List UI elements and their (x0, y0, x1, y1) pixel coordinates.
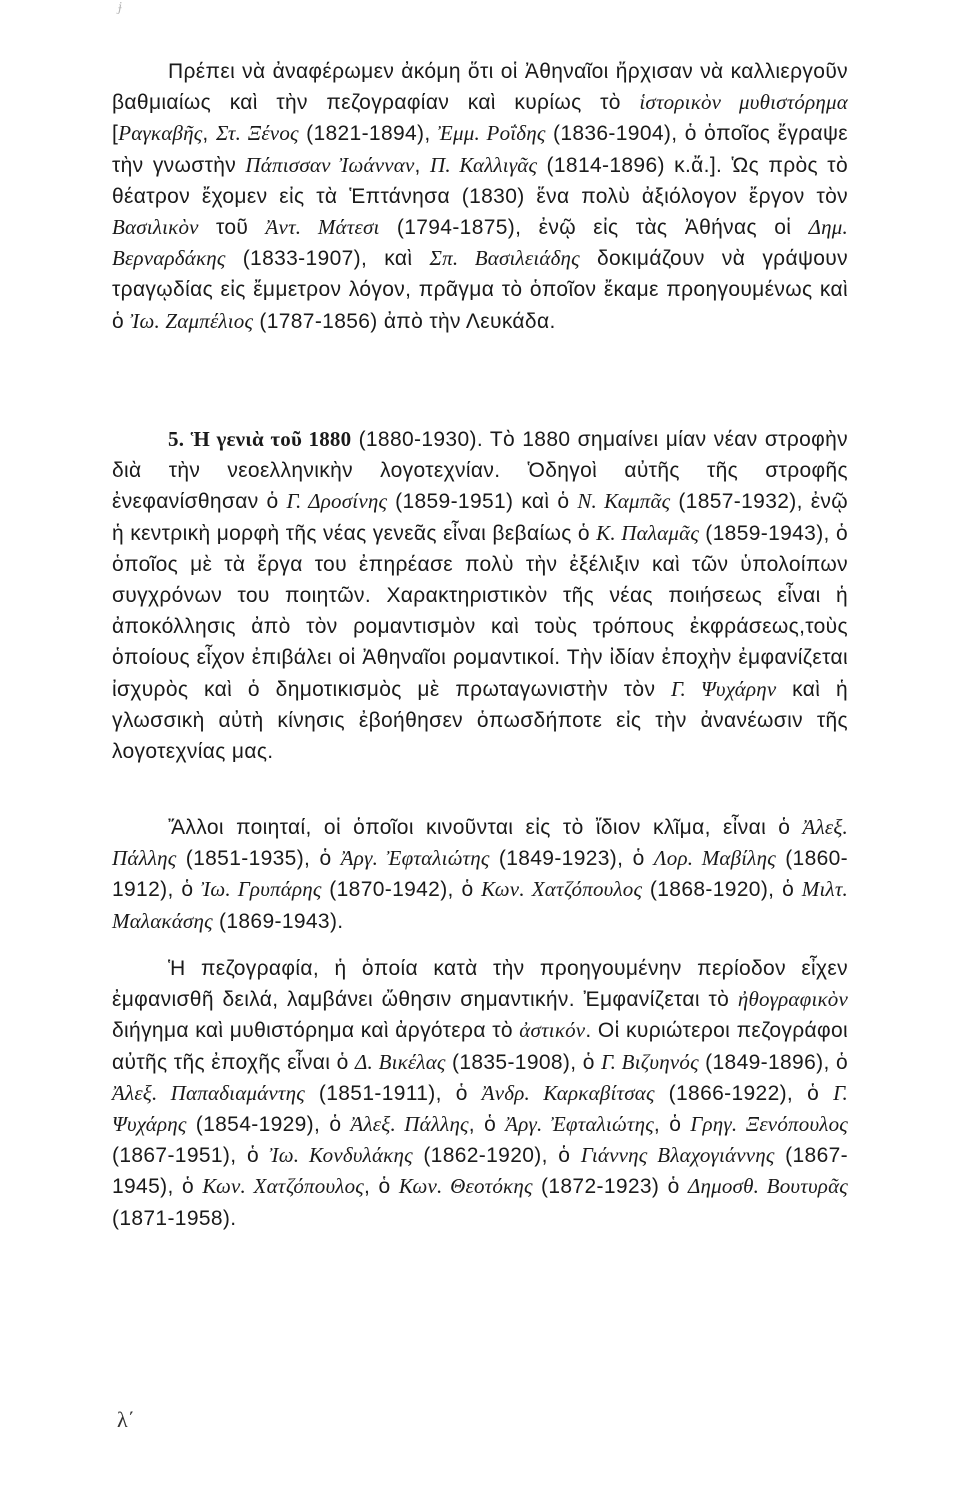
italic-name: Λορ. Μαβίλης (653, 846, 776, 871)
text-run: (1870-1942), ὁ (321, 878, 482, 902)
italic-name: Γρηγ. Ξενόπουλος (690, 1112, 848, 1137)
text-run: Ἡ πεζογραφία, ἡ ὁποία κατὰ τὴν προηγουμένην περίοδον εἶχεν ἐμφανισθῆ δειλά, λαμβάνει ὤθησιν σημαντικήν. Ἐμφανίζεται τὸ (112, 957, 848, 1012)
text-run: (1872-1923) ὁ (532, 1175, 688, 1199)
text-run: , ὁ (468, 1113, 506, 1137)
page-number: λ΄ (117, 1407, 135, 1432)
italic-name: ἠθογραφικὸν (737, 987, 848, 1012)
text-run: (1857-1932), ἐνῷ ἡ κεντρικὴ μορφὴ τῆς νέας γενεᾶς εἶναι βεβαίως ὁ (112, 490, 849, 545)
italic-name: Π. Καλλιγᾶς (429, 152, 538, 177)
text-run: (1854-1929), ὁ (186, 1113, 351, 1137)
italic-name: Δ. Βικέλας (355, 1049, 446, 1074)
italic-name: Μιλτ. Μαλακάσης (112, 877, 848, 933)
text-run: τοῦ (198, 216, 266, 240)
italic-name: Γ. Ψυχάρην (671, 676, 777, 701)
italic-name: Γ. Δροσίνης (286, 489, 388, 514)
italic-name: Ἀργ. Ἐφταλιώτης (505, 1112, 654, 1137)
italic-name: ἱστορικὸν μυθιστόρημα (639, 90, 848, 115)
text-run: , ὁ (364, 1175, 399, 1199)
text-run: (1867-1951), ὁ (112, 1144, 270, 1168)
italic-name: Ν. Καμπᾶς (577, 489, 671, 514)
text-run: (1821-1894), (298, 122, 438, 146)
text-run: (1849-1896), ὁ (698, 1050, 848, 1074)
text-run: (1833-1907), καὶ (225, 247, 430, 271)
text-run: (1860-1912), ὁ (112, 847, 848, 902)
text-run: [ (112, 122, 119, 146)
text-run: (1869-1943). (212, 909, 344, 933)
italic-name: Ἰω. Κονδυλάκης (269, 1143, 413, 1168)
italic-name: Πάπισσαν Ἰωάνναν (245, 152, 415, 177)
text-run: Ἄλλοι ποιηταί, οἱ ὁποῖοι κινοῦνται εἰς τὸ ἴδιον κλῖμα, εἶναι ὁ (168, 816, 803, 839)
text-run: (1835-1908), ὁ (445, 1050, 602, 1074)
italic-name: Δημοσθ. Βουτυρᾶς (687, 1174, 849, 1199)
text-run: (1851-1935), ὁ (176, 847, 341, 871)
italic-name: Ἰω. Γρυπάρης (201, 877, 322, 902)
italic-name: Βασιλικὸν (112, 215, 199, 240)
italic-name: Ραγκαβῆς (118, 121, 203, 146)
italic-name: Ἀργ. Ἐφταλιώτης (340, 846, 490, 871)
text-run: (1862-1920), ὁ (412, 1144, 581, 1168)
paragraph-generation-1880 (112, 424, 848, 767)
italic-name: Ἀντ. Μάτεσι (265, 215, 380, 240)
italic-name: Ἐμμ. Ροΐδης (437, 121, 546, 146)
scan-mark: ɉ (118, 0, 122, 15)
italic-name: Σπ. Βασιλειάδης (429, 246, 580, 271)
text-run: (1866-1922), ὁ (654, 1081, 834, 1105)
italic-name: Ἀλεξ. Παπαδιαμάντης (112, 1080, 305, 1105)
text-run: (1836-1904), ὁ ὁποῖος ἔγραψε τὴν γνωστὴν (112, 122, 849, 177)
paragraph-historical-novel-theatre (112, 56, 848, 337)
text-run: . Οἱ κυριώτεροι πεζογράφοι αὐτῆς τῆς ἐποχῆς εἶναι ὁ (112, 1019, 848, 1074)
italic-name: Κ. Παλαμᾶς (596, 520, 700, 545)
text-run: (1851-1911), ὁ (304, 1081, 482, 1105)
text-run: , ὁ (653, 1113, 691, 1137)
text-run: Πρέπει νὰ ἀναφέρωμεν ἀκόμη ὅτι οἱ Ἀθηναῖοι ἤρχισαν νὰ καλλιεργοῦν βαθμιαίως καὶ τὴν πεζογραφίαν καὶ κυρίως τὸ (112, 60, 848, 115)
italic-name: Στ. Ξένος (215, 121, 299, 146)
italic-name: Ἀλεξ. Πάλλης (112, 815, 848, 871)
italic-name: Ἀνδρ. Καρκαβίτσας (481, 1080, 655, 1105)
text-run: (1871-1958). (112, 1206, 237, 1230)
italic-name: Κων. Θεοτόκης (398, 1174, 533, 1199)
paragraph-prose-writers (112, 953, 848, 1234)
italic-name: Κων. Χατζόπουλος (481, 877, 643, 902)
text-run: (1859-1951) καὶ ὁ (387, 490, 578, 514)
italic-name: Γιάννης Βλαχογιάννης (580, 1143, 775, 1168)
italic-name: Δημ. Βερναρδάκης (112, 215, 848, 271)
text-run: (1867-1945), ὁ (112, 1144, 848, 1199)
italic-name: Ἰω. Ζαμπέλιος (130, 308, 254, 333)
text-run: καὶ ἡ γλωσσικὴ αὐτὴ κίνησις ἐβοήθησεν ὁπωσδήποτε εἰς τὴν ἀνανέωσιν τῆς λογοτεχνίας μας. (112, 677, 848, 764)
text-run: (1868-1920), ὁ (642, 878, 802, 902)
paragraph-other-poets (112, 812, 848, 937)
text-run: (1794-1875), ἐνῷ εἰς τὰς Ἀθήνας οἱ (379, 216, 809, 240)
text-run: (1849-1923), ὁ (489, 847, 654, 871)
italic-name: Κων. Χατζόπουλος (202, 1174, 365, 1199)
text-run: δοκιμάζουν νὰ γράψουν τραγῳδίας εἰς ἔμμετρον λόγον, πρᾶγμα τὸ ὁποῖον ἔκαμε προηγουμένως καὶ ὁ (112, 247, 848, 333)
text-run: , (414, 153, 430, 177)
italic-name: ἀστικόν (519, 1018, 586, 1043)
italic-name: Γ. Ψυχάρης (112, 1080, 848, 1137)
italic-name: Ἀλεξ. Πάλλης (350, 1112, 469, 1137)
text-run: διήγημα καὶ μυθιστόρημα καὶ ἀργότερα τὸ (112, 1019, 520, 1043)
text-run: (1787-1856) ἀπὸ τὴν Λευκάδα. (253, 309, 556, 333)
section-heading: 5. Ἡ γενιὰ τοῦ 1880 (168, 427, 352, 451)
text-run: (1859-1943), ὁ ὁποῖος μὲ τὰ ἔργα του ἐπηρέασε πολὺ τὴν ἐξέλιξιν καὶ τῶν ὑπολοίπων συγχρόνων του ποιητῶν. Χαρακτηριστικὸν τῆς νέας ποιήσεως εἶναι ἡ ἀποκόλλησις ἀπὸ τὸν ρομαντισμὸν καὶ τοὺς τρόπους ἐκφράσεως,τοὺς ὁποίους εἶχον ἐπιβάλει οἱ Ἀθηναῖοι ρομαντικοί. Τὴν ἰδίαν ἐποχὴν ἐμφανίζεται ἰσχυρὸς καὶ ὁ δημοτικισμὸς μὲ πρωταγωνιστὴν τὸν (112, 521, 848, 701)
text-run: (1880-1930). Τὸ 1880 σημαίνει μίαν νέαν στροφὴν διὰ τὴν νεοελληνικὴν λογοτεχνίαν. Ὁδηγοὶ αὐτῆς τῆς στροφῆς ἐνεφανίσθησαν ὁ (112, 428, 848, 514)
text-run: , (202, 122, 216, 146)
text-run: (1814-1896) κ.ἄ.]. Ὡς πρὸς τὸ θέατρον ἔχομεν εἰς τὰ Ἑπτάνησα (1830) ἕνα πολὺ ἀξιόλογον ἔργον τὸν (112, 153, 848, 208)
italic-name: Γ. Βιζυηνός (601, 1049, 699, 1074)
